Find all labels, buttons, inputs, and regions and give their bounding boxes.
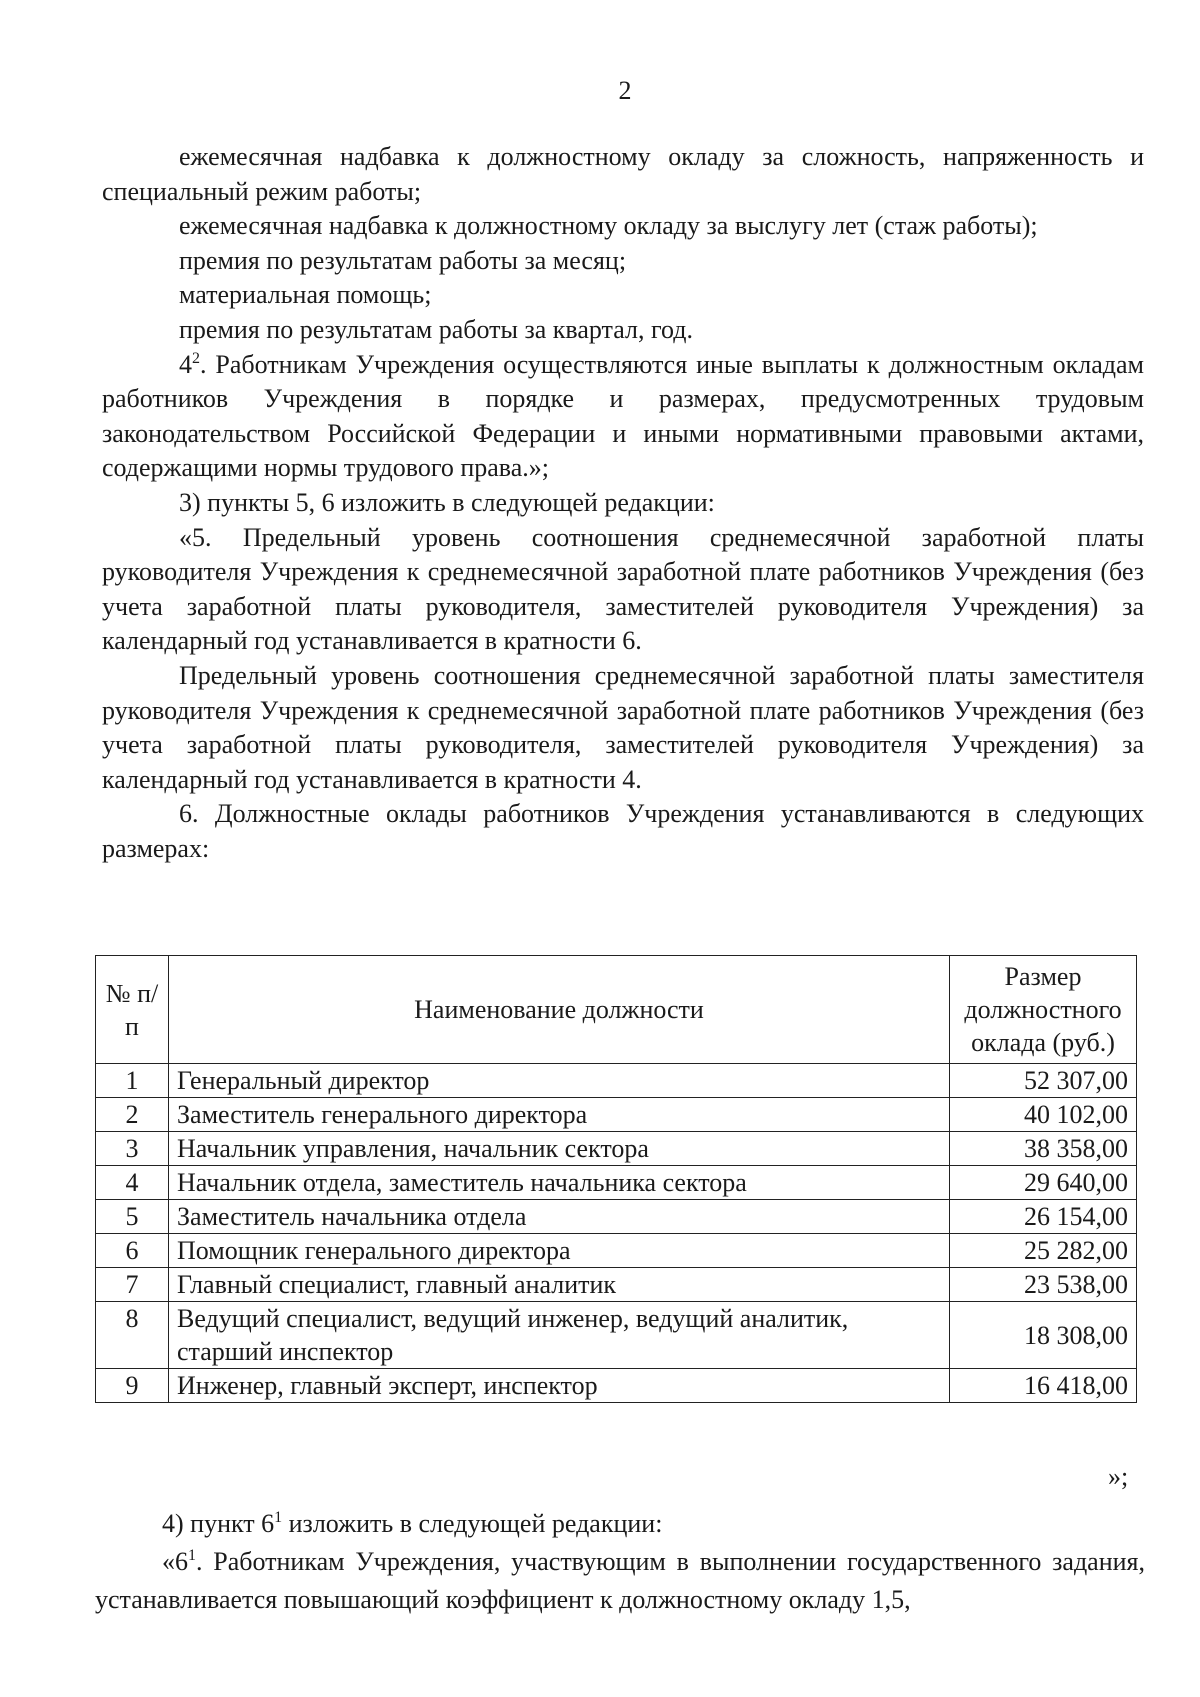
table-row bbox=[96, 1369, 1137, 1403]
row-salary-amount: 16 418,00 bbox=[950, 1369, 1137, 1403]
closing-quote: »; bbox=[1108, 1462, 1129, 1491]
clause-6-1-after: . Работникам Учреждения, участвующим в выполнении государственного задания, устанавливается повышающий коэффициент к должностному окладу 1,5, bbox=[95, 1547, 1145, 1614]
table-row bbox=[96, 1200, 1137, 1234]
clause-6-1-before: «6 bbox=[162, 1547, 188, 1576]
clause-6: 6. Должностные оклады работников Учреждения устанавливаются в следующих размерах: bbox=[102, 799, 1144, 863]
row-number: 5 bbox=[96, 1200, 169, 1234]
clause-4-2 bbox=[102, 348, 1144, 486]
paragraph-quarterly-bonus: премия по результатам работы за квартал, год. bbox=[179, 314, 693, 344]
clause-6-1-superscript: 1 bbox=[188, 1547, 196, 1564]
paragraph-allowance-complexity: ежемесячная надбавка к должностному окладу за сложность, напряженность и специальный режим работы; bbox=[102, 142, 1144, 206]
clause-5-paragraph-2: Предельный уровень соотношения среднемесячной заработной платы заместителя руководителя Учреждения к среднемесячной заработной плате работников Учреждения (без учета заработной платы руководителя, заместителей руководителя Учреждения) за календарный год устанавливается в кратности 4. bbox=[102, 660, 1144, 794]
row-number: 4 bbox=[96, 1166, 169, 1200]
table-row bbox=[96, 1234, 1137, 1268]
paragraph-allowance-seniority: ежемесячная надбавка к должностному окладу за выслугу лет (стаж работы); bbox=[179, 211, 1038, 241]
row-salary-amount: 29 640,00 bbox=[950, 1166, 1137, 1200]
item-4-before: 4) пункт 6 bbox=[162, 1509, 275, 1538]
row-number: 6 bbox=[96, 1234, 169, 1268]
item-4-superscript: 1 bbox=[274, 1509, 283, 1526]
table-row bbox=[96, 1166, 1137, 1200]
item-4-after: изложить в следующей редакции: bbox=[282, 1509, 663, 1538]
row-position-name: Начальник отдела, заместитель начальника сектора bbox=[169, 1166, 950, 1200]
row-number: 8 bbox=[96, 1302, 169, 1369]
row-position-name: Помощник генерального директора bbox=[169, 1234, 950, 1268]
clause-4-2-text: . Работникам Учреждения осуществляются иные выплаты к должностным окладам работников Учреждения в порядке и размерах, предусмотренных трудовым законодательством Российской Федерации и иными нормативными правовыми актами, содержащими нормы трудового права.»; bbox=[102, 349, 1144, 483]
table-row bbox=[96, 1302, 1137, 1369]
table-row bbox=[96, 1098, 1137, 1132]
paragraph-financial-aid: материальная помощь; bbox=[179, 280, 432, 310]
row-number: 9 bbox=[96, 1369, 169, 1403]
page-number: 2 bbox=[618, 76, 632, 105]
row-number: 7 bbox=[96, 1268, 169, 1302]
table-row bbox=[96, 1064, 1137, 1098]
row-number: 2 bbox=[96, 1098, 169, 1132]
clause-5-paragraph-1: «5. Предельный уровень соотношения среднемесячной заработной платы руководителя Учреждения к среднемесячной заработной плате работников Учреждения (без учета заработной платы руководителя, заместителей руководителя Учреждения) за календарный год устанавливается в кратности 6. bbox=[102, 522, 1144, 656]
table-row bbox=[96, 1132, 1137, 1166]
row-salary-amount: 25 282,00 bbox=[950, 1234, 1137, 1268]
row-position-name: Заместитель генерального директора bbox=[169, 1098, 950, 1132]
clause-4-2-number: 4 bbox=[179, 349, 192, 379]
header-position-name: Наименование должности bbox=[169, 956, 950, 1064]
row-number: 1 bbox=[96, 1064, 169, 1098]
row-salary-amount: 23 538,00 bbox=[950, 1268, 1137, 1302]
row-position-name: Генеральный директор bbox=[169, 1064, 950, 1098]
row-salary-amount: 38 358,00 bbox=[950, 1132, 1137, 1166]
row-salary-amount: 52 307,00 bbox=[950, 1064, 1137, 1098]
document-tail bbox=[95, 1505, 1145, 1619]
header-salary-amount: Размер должностного оклада (руб.) bbox=[950, 956, 1137, 1064]
row-number: 3 bbox=[96, 1132, 169, 1166]
header-number: № п/п bbox=[96, 956, 169, 1064]
table-row bbox=[96, 1268, 1137, 1302]
clause-4-2-superscript: 2 bbox=[192, 349, 200, 367]
row-position-name: Заместитель начальника отдела bbox=[169, 1200, 950, 1234]
item-4 bbox=[95, 1505, 1145, 1543]
row-position-name: Инженер, главный эксперт, инспектор bbox=[169, 1369, 950, 1403]
clause-6-1 bbox=[95, 1543, 1145, 1619]
item-3: 3) пункты 5, 6 изложить в следующей редакции: bbox=[179, 487, 715, 517]
document-body bbox=[102, 140, 1144, 866]
paragraph-monthly-bonus: премия по результатам работы за месяц; bbox=[179, 245, 627, 275]
row-salary-amount: 26 154,00 bbox=[950, 1200, 1137, 1234]
row-salary-amount: 18 308,00 bbox=[950, 1302, 1137, 1369]
row-position-name: Главный специалист, главный аналитик bbox=[169, 1268, 950, 1302]
row-position-name: Начальник управления, начальник сектора bbox=[169, 1132, 950, 1166]
row-position-name: Ведущий специалист, ведущий инженер, ведущий аналитик, старший инспектор bbox=[169, 1302, 950, 1369]
table-header-row bbox=[96, 956, 1137, 1064]
salary-table bbox=[95, 955, 1137, 1403]
row-salary-amount: 40 102,00 bbox=[950, 1098, 1137, 1132]
